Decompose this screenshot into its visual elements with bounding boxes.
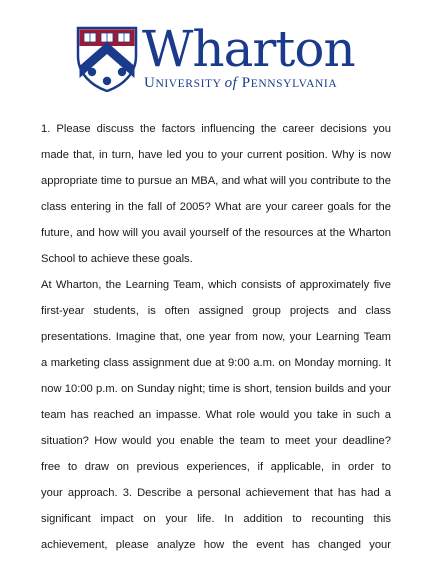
text-line: School to achieve these goals.: [41, 253, 193, 265]
text-line: appropriate time to pursue an MBA, and what will you contribute to the: [41, 175, 391, 187]
text-line: future, and how will you avail yourself of the resources at the Wharton: [41, 227, 391, 239]
text-line: team has reached an impasse. What role would you take in such a: [41, 409, 391, 421]
pennsylvania-rest: ENNSYLVANIA: [250, 78, 338, 90]
pennsylvania-initial: P: [237, 75, 251, 91]
text-line: free to draw on previous experiences, if applicable, in order to: [41, 461, 391, 473]
essay-question-2: [41, 272, 391, 558]
text-line: presentations. Imagine that, one year from now, your Learning Team: [41, 331, 391, 343]
text-line: class entering in the fall of 2005? What are your career goals for the: [41, 201, 391, 213]
text-line: your approach. 3. Describe a personal achievement that has had a: [41, 487, 391, 499]
text-line: situation? How would you enable the team to meet your deadline?: [41, 435, 391, 447]
text-line: 1. Please discuss the factors influencing the career decisions you: [41, 123, 391, 135]
essay-question-1: [41, 116, 391, 272]
university-of-pennsylvania-label: [144, 74, 337, 93]
text-line: now 10:00 p.m. on Sunday night; time is short, tension builds and your: [41, 383, 391, 395]
text-line: achievement, please analyze how the event has changed your: [41, 539, 391, 551]
penn-shield-icon: [76, 26, 138, 92]
of-word: of: [224, 75, 238, 91]
university-initial: U: [144, 75, 156, 91]
text-line: a marketing class assignment due at 9:00 a.m. on Monday morning. It: [41, 357, 391, 369]
text-line: made that, in turn, have led you to your current position. Why is now: [41, 149, 391, 161]
text-line: first-year students, is often assigned group projects and class: [41, 305, 391, 317]
wharton-logo: [76, 20, 355, 96]
text-line: At Wharton, the Learning Team, which consists of approximately five: [41, 279, 391, 291]
text-line: significant impact on your life. In addition to recounting this: [41, 513, 391, 525]
university-rest: NIVERSITY: [155, 78, 225, 90]
wharton-wordmark: Wharton: [142, 20, 355, 78]
